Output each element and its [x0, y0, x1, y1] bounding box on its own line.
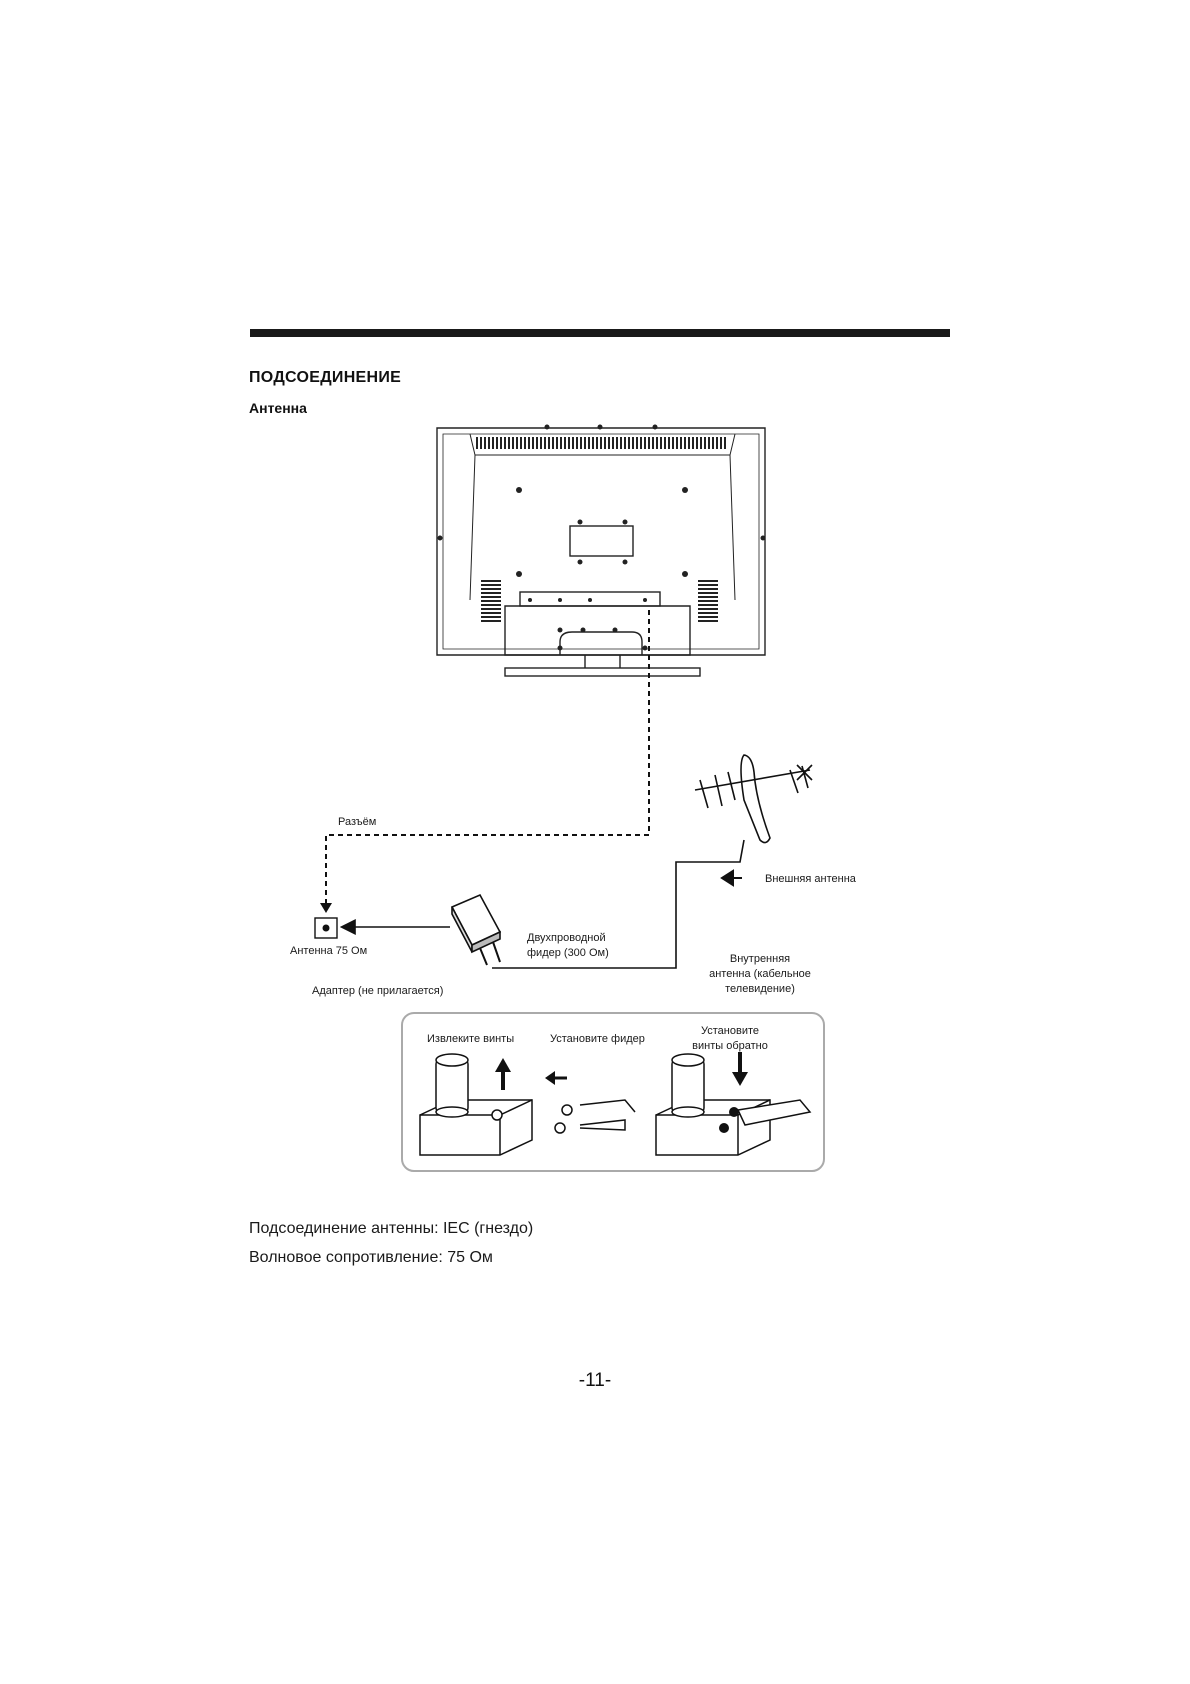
outdoor-antenna-label: Внешняя антенна — [765, 873, 856, 885]
antenna-75-socket-icon — [315, 918, 337, 938]
outdoor-antenna-icon — [695, 755, 812, 843]
step-reinstall-label-line1: Установите — [701, 1025, 759, 1037]
adapter-illustration — [452, 895, 500, 965]
spec-connection: Подсоединение антенны: IEC (гнездо) — [249, 1220, 534, 1237]
antenna-75-label: Антенна 75 Ом — [290, 945, 368, 957]
tv-back-illustration — [437, 425, 766, 677]
feeder-label-line2: фидер (300 Ом) — [527, 947, 609, 959]
indoor-antenna-label-line2: антенна (кабельное — [709, 968, 811, 980]
step-reinstall-label-line2: винты обратно — [692, 1040, 768, 1052]
section-subtitle: Антенна — [249, 400, 307, 416]
connector-label: Разъём — [338, 816, 377, 828]
adapter-label: Адаптер (не прилагается) — [312, 985, 444, 997]
spec-impedance: Волновое сопротивление: 75 Ом — [249, 1249, 493, 1266]
indoor-antenna-label-line1: Внутренняя — [729, 953, 791, 965]
step-remove-screws-label: Извлеките винты — [427, 1033, 515, 1045]
step-install-feeder-label: Установите фидер — [550, 1033, 645, 1045]
section-title: ПОДСОЕДИНЕНИЕ — [249, 369, 402, 386]
indoor-antenna-label-line3: телевидение) — [725, 983, 795, 995]
feeder-label-line1: Двухпроводной — [527, 932, 606, 944]
page-number: -11- — [578, 1370, 612, 1391]
